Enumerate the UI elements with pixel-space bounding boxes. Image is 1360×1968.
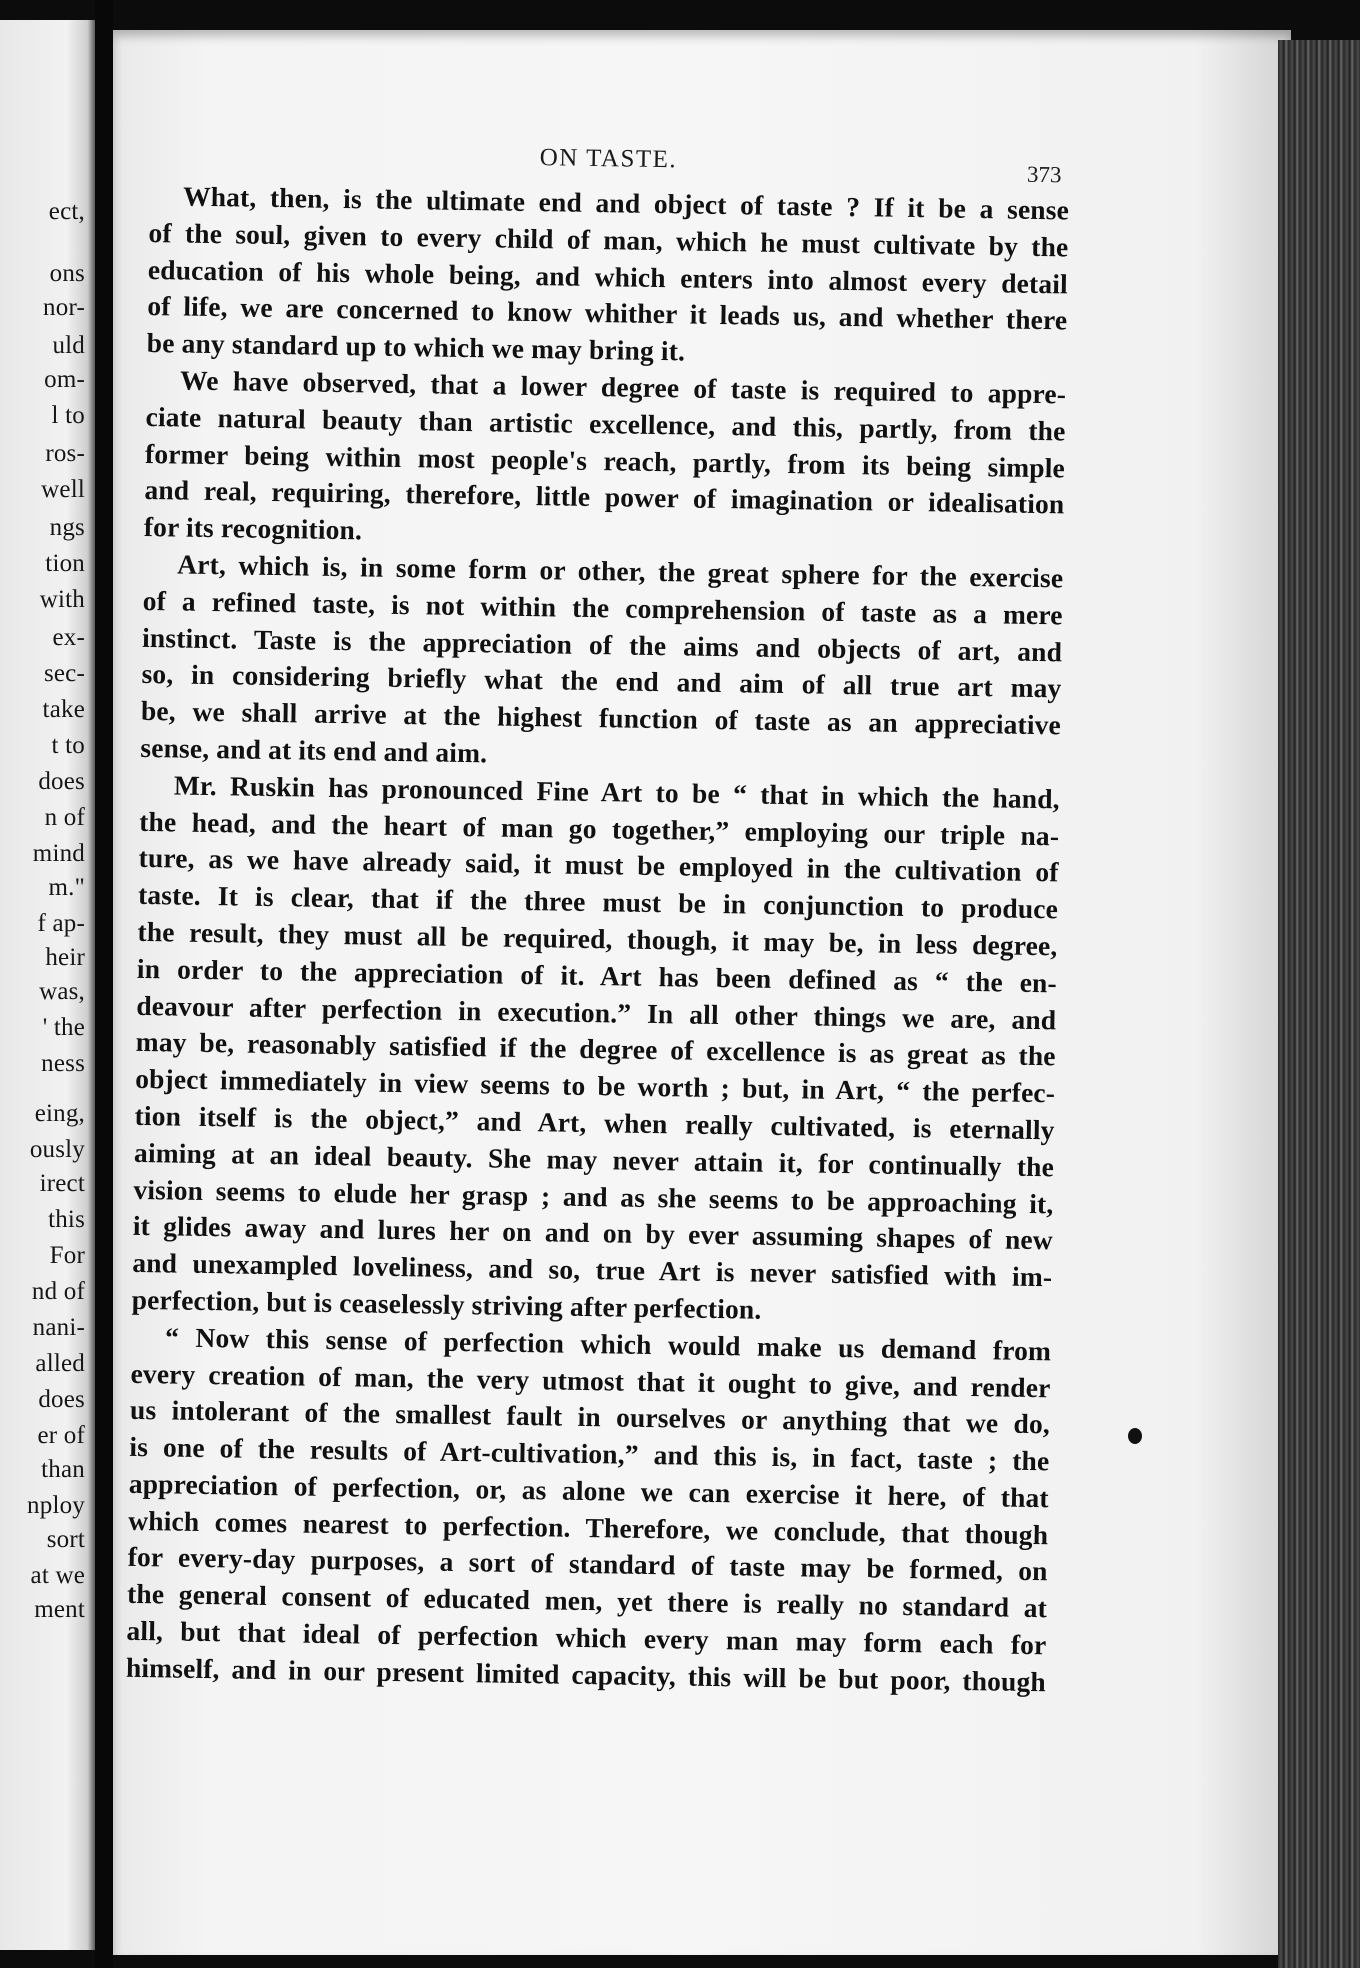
book-gutter	[95, 0, 113, 1968]
paragraph	[144, 362, 1067, 560]
facing-page-fragment: does	[38, 1386, 85, 1413]
facing-page-fragment: sec-	[43, 660, 85, 687]
facing-page-edge	[0, 20, 95, 1950]
text-line: be, we shall arrive at the highest function of taste as an appreciative	[140, 695, 1062, 741]
facing-page-fragment: ' the	[42, 1014, 85, 1041]
facing-page-fragment: ngs	[49, 514, 85, 541]
text-line: ture, as we have already said, it must be employed in the cultivation of	[138, 842, 1059, 888]
ink-blot	[1128, 1428, 1142, 1444]
facing-page-fragment: nani-	[32, 1314, 85, 1341]
facing-page-fragment: well	[41, 476, 85, 503]
facing-page-fragment: t to	[51, 732, 85, 759]
body-text	[126, 178, 1070, 1701]
text-line: of a refined taste, is not within the comprehension of taste as a mere	[142, 584, 1063, 631]
facing-page-fragment: irect	[39, 1170, 85, 1197]
text-line: the result, they must all be required, though, it may be, in less degree,	[137, 915, 1058, 962]
facing-page-fragment: nd of	[31, 1278, 85, 1305]
text-line: “ Now this sense of perfection which would make us demand from	[164, 1321, 1052, 1367]
facing-page-fragment: er of	[37, 1422, 85, 1449]
facing-page-fragment: om-	[44, 366, 85, 393]
text-line: be any standard up to which we may bring it.	[146, 327, 686, 367]
facing-page-fragment: ect,	[48, 198, 85, 225]
facing-page-fragment: ment	[34, 1596, 85, 1623]
facing-page-fragment: sort	[46, 1526, 85, 1553]
facing-page-fragment: with	[39, 586, 85, 613]
facing-page-fragment: take	[42, 696, 85, 723]
facing-page-fragment: l to	[51, 402, 85, 429]
facing-page-fragment: this	[48, 1206, 85, 1233]
text-line: himself, and in our present limited capacity, this will be but poor, though	[125, 1651, 1047, 1698]
page-number: 373	[1026, 161, 1062, 188]
text-line: every creation of man, the very utmost that it ought to give, and render	[130, 1357, 1051, 1403]
page-content	[126, 138, 1070, 1701]
text-line: of the soul, given to every child of man, which he must cultivate by the	[148, 216, 1069, 263]
running-title: ON TASTE.	[539, 144, 678, 174]
facing-page-fragment: heir	[45, 944, 85, 971]
facing-page-fragment: ex-	[52, 624, 85, 651]
text-line: the head, and the heart of man go together,” employing our triple na-	[139, 805, 1060, 851]
text-line: tion itself is the object,” and Art, when really cultivated, is eternally	[134, 1099, 1055, 1146]
text-line: appreciation of perfection, or, as alone we can exercise it here, of that	[128, 1467, 1049, 1514]
text-line: education of his whole being, and which enters into almost every detail	[147, 253, 1069, 300]
text-line: is one of the results of Art-cultivation,” and this is, in fact, taste ; the	[129, 1430, 1050, 1477]
text-line: so, in considering briefly what the end and aim of all true art may	[141, 658, 1062, 704]
facing-page-fragment: was,	[39, 978, 85, 1005]
facing-page-fragment: For	[49, 1242, 85, 1269]
facing-page-fragment: nor-	[43, 294, 85, 321]
text-line: deavour after perfection in execution.” In all other things we are, and	[136, 989, 1057, 1035]
text-line: for its recognition.	[143, 511, 363, 546]
facing-page-fragment: n of	[44, 804, 85, 831]
facing-page-fragment: m."	[48, 874, 85, 901]
text-line: instinct. Taste is the appreciation of the aims and objects of art, and	[141, 621, 1063, 667]
text-line: We have observed, that a lower degree of taste is required to appre-	[179, 364, 1067, 410]
facing-page-fragment: f ap-	[37, 910, 85, 937]
page-edge-stack	[1278, 40, 1360, 1968]
text-line: Mr. Ruskin has pronounced Fine Art to be “ that in which the hand,	[173, 769, 1060, 815]
text-line: aiming at an ideal beauty. She may never attain it, for continually the	[133, 1136, 1055, 1183]
facing-page-fragment: nploy	[27, 1492, 85, 1519]
text-line: of life, we are concerned to know whither it leads us, and whether there	[147, 290, 1068, 336]
facing-page-fragment: at we	[30, 1562, 85, 1589]
text-line: which comes nearest to perfection. Therefore, we conclude, that though	[128, 1504, 1049, 1550]
text-line: former being within most people's reach, partly, from its being simple	[144, 437, 1066, 483]
facing-page-fragment: mind	[32, 840, 85, 867]
text-line: it glides away and lures her on and on by ever assuming shapes of new	[132, 1210, 1054, 1256]
text-line: all, but that ideal of perfection which every man may form each for	[126, 1614, 1047, 1661]
text-line: object immediately in view seems to be worth ; but, in Art, “ the perfec-	[134, 1063, 1056, 1109]
facing-page-fragment: ros-	[45, 440, 85, 467]
text-line: and unexampled loveliness, and so, true Art is never satisfied with im-	[132, 1246, 1053, 1293]
text-line: may be, reasonably satisfied if the degree of excellence is as great as the	[135, 1026, 1056, 1072]
text-line: Art, which is, in some form or other, the great sphere for the exercise	[177, 548, 1064, 594]
text-line: perfection, but is ceaselessly striving after perfection.	[131, 1283, 762, 1325]
facing-page-fragment: alled	[35, 1350, 85, 1377]
paragraph	[140, 546, 1063, 781]
facing-page-fragment: uld	[52, 332, 85, 359]
text-line: the general consent of educated men, yet there is really no standard at	[126, 1578, 1048, 1624]
text-line: vision seems to elude her grasp ; and as she seems to be approaching it,	[133, 1173, 1054, 1219]
facing-page-fragment: ously	[29, 1136, 85, 1163]
text-line: ciate natural beauty than artistic excellence, and this, partly, from the	[145, 400, 1066, 447]
paragraph	[126, 1319, 1052, 1701]
facing-page-fragment: than	[41, 1456, 85, 1483]
facing-page-fragment: ness	[41, 1050, 85, 1077]
paragraph	[131, 767, 1060, 1333]
facing-page-fragment: ons	[49, 260, 85, 287]
text-line: in order to the appreciation of it. Art has been defined as “ the en-	[136, 952, 1058, 999]
facing-page-fragment: eing,	[34, 1100, 85, 1127]
paragraph	[146, 178, 1069, 376]
text-line: sense, and at its end and aim.	[140, 731, 488, 769]
text-line: us intolerant of the smallest fault in ourselves or anything that we do,	[129, 1394, 1051, 1440]
text-line: taste. It is clear, that if the three must be in conjunction to produce	[137, 879, 1059, 925]
text-line: for every-day purposes, a sort of standard of taste may be formed, on	[127, 1541, 1048, 1587]
facing-page-fragment: tion	[45, 550, 85, 577]
facing-page-fragment: does	[38, 768, 85, 795]
text-line: and real, requiring, therefore, little power of imagination or idealisation	[144, 474, 1065, 520]
text-line: What, then, is the ultimate end and object of taste ? If it be a sense	[182, 180, 1070, 226]
